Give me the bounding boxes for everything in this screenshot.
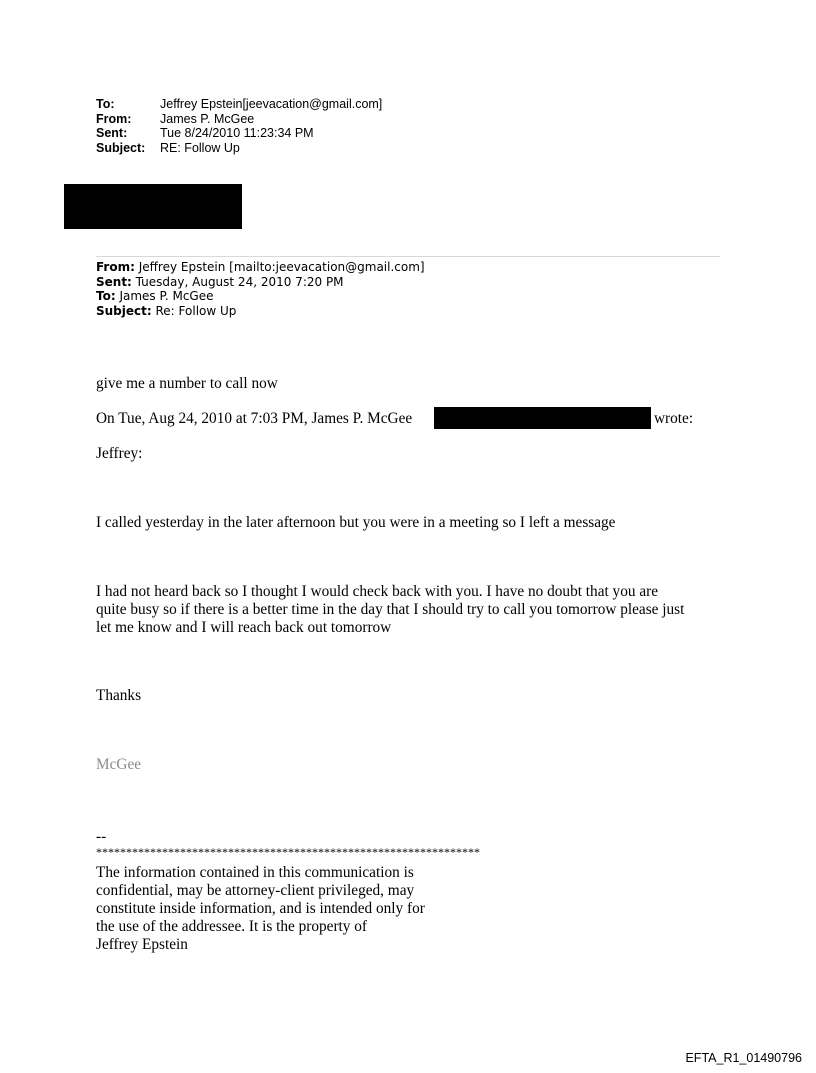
paragraph-2-line-3: let me know and I will reach back out tomorrow	[96, 619, 392, 636]
header-to-label: To:	[96, 97, 115, 111]
paragraph-2-line-2: quite busy so if there is a better time in the day that I should try to call you tomorrow please just	[96, 601, 685, 618]
forwarded-from-value: Jeffrey Epstein [mailto:jeevacation@gmail.com]	[134, 260, 425, 274]
forwarded-sent-value: Tuesday, August 24, 2010 7:20 PM	[131, 274, 344, 289]
header-subject-row	[96, 141, 382, 156]
disclaimer-dashes: --	[96, 828, 107, 845]
forwarded-sent-label: Sent:	[96, 274, 132, 289]
disclaimer-line-1: The information contained in this communication is	[96, 864, 414, 881]
forwarded-subject-value: Re: Follow Up	[151, 303, 237, 318]
header-sent-value: Tue 8/24/2010 11:23:34 PM	[160, 126, 314, 140]
email-redaction	[434, 407, 651, 429]
forwarded-header	[96, 260, 425, 318]
signature: McGee	[96, 756, 142, 773]
disclaimer-line-2: confidential, may be attorney-client privileged, may	[96, 882, 415, 899]
forwarded-sent-row	[96, 275, 425, 290]
header-subject-label: Subject:	[96, 140, 146, 155]
forwarded-from-label: From:	[96, 260, 135, 274]
email-header	[96, 97, 382, 155]
forwarded-subject-row	[96, 304, 425, 319]
header-sent-row	[96, 126, 382, 141]
header-sent-label: Sent:	[96, 126, 128, 140]
document-id: EFTA_R1_01490796	[685, 1051, 802, 1065]
forwarded-to-label: To:	[96, 289, 116, 303]
header-from-label: From:	[96, 111, 132, 126]
disclaimer-line-4: the use of the addressee. It is the property of	[96, 918, 368, 935]
disclaimer-stars: ****************************************************************	[96, 845, 480, 859]
header-to-row	[96, 97, 382, 112]
reply-text: give me a number to call now	[96, 375, 278, 392]
paragraph-2-line-1: I had not heard back so I thought I would check back with you. I have no doubt that you are	[96, 583, 659, 600]
redaction-block	[64, 184, 242, 229]
forwarded-to-row	[96, 289, 425, 304]
header-divider	[96, 256, 720, 257]
quote-intro-start: On Tue, Aug 24, 2010 at 7:03 PM, James P. McGee	[96, 410, 413, 427]
header-from-value: James P. McGee	[160, 111, 255, 126]
header-to-value: Jeffrey Epstein[jeevacation@gmail.com]	[160, 97, 383, 111]
forwarded-from-row	[96, 260, 425, 275]
header-subject-value: RE: Follow Up	[160, 140, 240, 155]
quote-intro-end: wrote:	[654, 410, 694, 427]
paragraph-1: I called yesterday in the later afternoon but you were in a meeting so I left a message	[96, 514, 616, 531]
forwarded-to-value: James P. McGee	[115, 289, 214, 303]
header-from-row	[96, 112, 382, 127]
forwarded-subject-label: Subject:	[96, 303, 152, 318]
disclaimer-line-5: Jeffrey Epstein	[96, 936, 188, 953]
thanks-text: Thanks	[96, 687, 142, 704]
disclaimer-line-3: constitute inside information, and is intended only for	[96, 900, 425, 917]
greeting: Jeffrey:	[96, 445, 143, 462]
